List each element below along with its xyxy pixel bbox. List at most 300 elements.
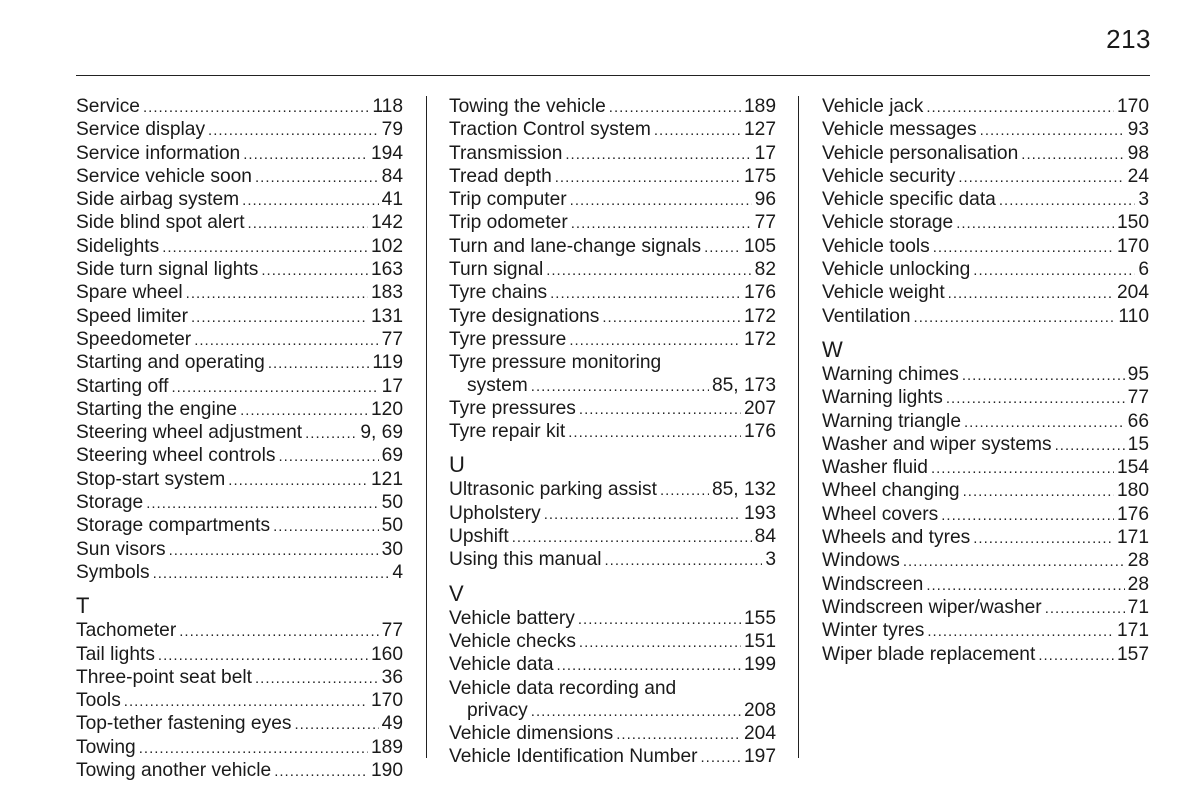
index-term: Three-point seat belt [76,666,252,688]
index-entry [76,469,403,492]
index-term: Towing the vehicle [449,96,606,117]
dot-leader [1021,143,1124,166]
dot-leader [579,398,741,421]
index-page-ref: 118 [372,96,403,117]
index-entry [76,737,403,760]
dot-leader [565,143,751,166]
dot-leader [602,306,741,329]
dot-leader [531,375,709,398]
index-term: Side turn signal lights [76,259,259,281]
index-entry [449,746,776,769]
index-entry [76,562,403,585]
index-term: Ventilation [822,305,911,327]
index-entry [449,352,776,374]
index-entry [822,457,1149,480]
dot-leader [660,479,709,502]
index-term: Tread depth [449,165,552,187]
dot-leader [255,166,379,189]
dot-leader [124,690,368,713]
index-entry [822,119,1149,142]
index-page-ref: 28 [1127,550,1149,572]
dot-leader [948,282,1114,305]
index-entry [822,166,1149,189]
index-entry [76,236,403,259]
index-page-ref: 93 [1127,119,1149,141]
dot-leader [704,236,741,259]
index-page-ref: 207 [743,397,776,419]
index-entry [822,387,1149,410]
index-page-ref: 208 [743,699,776,721]
index-letter-heading: V [449,580,464,606]
index-term: Vehicle jack [822,96,924,117]
dot-leader [171,376,378,399]
index-page-ref: 36 [381,666,403,688]
dot-leader [980,119,1125,142]
index-page-ref: 6 [1138,259,1149,281]
header-rule [76,75,1150,76]
index-entry [76,492,403,515]
index-entry [822,504,1149,527]
index-page-ref: 69 [381,445,403,467]
index-page-ref: 121 [370,468,403,490]
index-term: Towing another vehicle [76,760,272,782]
index-term: Towing [76,736,136,758]
index-page-ref: 175 [743,165,776,187]
index-entry [76,539,403,562]
dot-leader [571,212,752,235]
index-letter-heading: T [76,593,90,619]
index-page-ref: 77 [754,212,776,234]
dot-leader [609,96,741,119]
dot-leader [512,526,752,549]
index-entry [449,678,776,700]
index-entry [449,654,776,677]
dot-leader [616,723,741,746]
index-page-ref: 85, 132 [711,479,776,501]
index-term: Speedometer [76,328,192,350]
index-entry [76,445,403,468]
index-page-ref: 150 [1116,212,1149,234]
index-page-ref: 9, 69 [360,422,403,444]
index-page-ref: 170 [370,690,403,712]
index-term: Side blind spot alert [76,212,245,234]
index-term: Vehicle dimensions [449,723,614,745]
index-column-3 [822,96,1149,667]
index-term: Vehicle data [449,654,554,676]
index-entry [76,166,403,189]
index-page-ref: 204 [743,723,776,745]
dot-leader [579,631,741,654]
index-page-ref: 119 [372,352,403,374]
dot-leader [964,411,1125,434]
index-page-ref: 190 [370,760,403,782]
index-term: Washer and wiper systems [822,433,1052,455]
index-term: Starting off [76,375,169,397]
index-page-ref: 120 [370,398,403,420]
index-entry [822,212,1149,235]
dot-leader [273,515,379,538]
index-term: Service information [76,142,241,164]
index-entry [76,760,403,783]
index-page-ref: 176 [743,282,776,304]
dot-leader [531,700,741,723]
index-term: Warning chimes [822,363,959,385]
index-entry [76,96,403,119]
index-page-ref: 199 [743,654,776,676]
index-term: Vehicle tools [822,235,930,257]
index-entry [822,143,1149,166]
dot-leader [1045,597,1125,620]
dot-leader [999,189,1135,212]
index-term: Windscreen [822,573,924,595]
dot-leader [208,119,379,142]
dot-leader [268,352,370,375]
dot-leader [926,96,1114,119]
index-term: Wheel changing [822,480,960,502]
index-page-ref: 3 [765,549,776,571]
index-entry [822,597,1149,620]
index-entry [449,143,776,166]
index-term: Vehicle Identification Number [449,746,698,768]
index-entry [76,644,403,667]
index-entry [449,608,776,631]
index-page-ref: 102 [370,235,403,257]
index-page-ref: 66 [1127,410,1149,432]
dot-leader [179,620,378,643]
index-term: Service display [76,119,206,141]
index-page-ref: 17 [754,142,776,164]
index-letter-heading: W [822,336,843,362]
index-page-ref: 84 [381,165,403,187]
index-entry [76,376,403,399]
index-page-ref: 127 [743,119,776,141]
index-entry [76,620,403,643]
index-entry [822,434,1149,457]
index-entry [76,259,403,282]
index-page-ref: 160 [370,643,403,665]
index-term: Vehicle checks [449,630,576,652]
dot-leader [570,189,752,212]
index-entry [449,631,776,654]
index-page-ref: 110 [1118,305,1149,327]
index-term: Trip odometer [449,212,568,234]
dot-leader [958,166,1124,189]
dot-leader [294,713,378,736]
index-page-ref: 96 [754,189,776,211]
index-entry [449,375,776,398]
index-entry [76,143,403,166]
index-page-ref: 15 [1127,433,1149,455]
index-entry [822,259,1149,282]
index-entry [822,236,1149,259]
dot-leader [240,399,368,422]
index-page-ref: 50 [381,492,403,514]
dot-leader [261,259,368,282]
dot-leader [962,364,1125,387]
dot-leader [158,644,368,667]
index-term: Storage [76,492,144,514]
index-page-ref: 163 [370,259,403,281]
index-page-ref: 183 [370,282,403,304]
index-page-ref: 50 [381,515,403,537]
index-term: Tyre pressure [449,328,567,350]
index-term: Traction Control system [449,119,651,141]
index-page-ref: 49 [381,713,403,735]
index-term: Vehicle battery [449,607,575,629]
index-term: Tyre repair kit [449,421,566,443]
index-page-ref: 77 [381,620,403,642]
index-entry [76,713,403,736]
index-term: Vehicle storage [822,212,954,234]
index-entry [822,480,1149,503]
dot-leader [933,236,1114,259]
index-entry [449,189,776,212]
index-term: Wheel covers [822,503,939,525]
index-entry [76,352,403,375]
index-entry [822,189,1149,212]
index-entry [76,667,403,690]
index-page-ref: 189 [743,96,776,117]
dot-leader [228,469,368,492]
index-term: system [467,374,528,396]
index-term: Steering wheel controls [76,445,276,467]
index-term: Stop-start system [76,468,226,490]
dot-leader [654,119,741,142]
index-term: Tyre pressures [449,397,576,419]
index-entry [449,421,776,444]
dot-leader [274,760,368,783]
index-page-ref: 180 [1116,480,1149,502]
dot-leader [941,504,1114,527]
index-term: Steering wheel adjustment [76,422,303,444]
dot-leader [927,620,1114,643]
index-page-ref: 95 [1127,363,1149,385]
dot-leader [143,96,369,119]
dot-leader [926,574,1124,597]
index-term: Speed limiter [76,305,188,327]
index-page-ref: 151 [743,630,776,652]
dot-leader [169,539,379,562]
index-column-2 [449,96,776,770]
index-page-ref: 197 [743,746,776,768]
index-term: Side airbag system [76,189,240,211]
index-entry [822,306,1149,329]
index-entry [76,119,403,142]
index-entry [76,399,403,422]
dot-leader [255,667,379,690]
index-term: Sidelights [76,235,160,257]
index-page-ref: 172 [743,305,776,327]
index-page-ref: 77 [381,328,403,350]
index-entry [449,329,776,352]
index-page-ref: 194 [370,142,403,164]
index-entry [449,700,776,723]
index-page-ref: 157 [1116,643,1149,665]
index-entry [76,422,403,445]
index-term: Vehicle security [822,165,956,187]
index-entry [449,398,776,421]
index-entry [449,166,776,189]
index-term: Turn signal [449,259,544,281]
index-entry [449,549,776,572]
dot-leader [544,503,741,526]
dot-leader [973,527,1114,550]
index-page-ref: 171 [1116,527,1149,549]
index-page-ref: 4 [392,561,403,583]
index-term: Washer fluid [822,457,928,479]
index-entry [76,282,403,305]
index-term: Service vehicle soon [76,165,252,187]
dot-leader [1038,644,1114,667]
index-term: Tyre pressure monitoring [449,352,662,374]
dot-leader [973,259,1135,282]
index-page-ref: 171 [1116,620,1149,642]
index-entry [449,96,776,119]
index-term: Vehicle unlocking [822,259,971,281]
page-number: 213 [1106,24,1151,54]
index-term: Vehicle weight [822,282,945,304]
index-term: Trip computer [449,189,567,211]
index-entry [76,690,403,713]
index-page-ref: 79 [381,119,403,141]
index-term: Tools [76,690,121,712]
index-term: Storage compartments [76,515,271,537]
index-entry [449,236,776,259]
index-page-ref: 193 [743,502,776,524]
dot-leader [550,282,741,305]
dot-leader [242,189,378,212]
index-page-ref: 131 [370,305,403,327]
index-entry [76,329,403,352]
index-term: Tyre designations [449,305,600,327]
index-page-ref: 105 [743,235,776,257]
index-entry [76,306,403,329]
index-term: Using this manual [449,549,602,571]
index-page-ref: 24 [1127,165,1149,187]
index-term: Upholstery [449,502,541,524]
index-term: Symbols [76,561,150,583]
dot-leader [555,166,741,189]
dot-leader [191,306,368,329]
index-term: Turn and lane-change signals [449,235,702,257]
dot-leader [568,421,741,444]
index-term: Winter tyres [822,620,925,642]
index-term: Warning triangle [822,410,961,432]
dot-leader [557,654,741,677]
index-entry [822,644,1149,667]
index-term: Spare wheel [76,282,183,304]
index-entry [822,411,1149,434]
index-page-ref: 176 [1116,503,1149,525]
index-page-ref: 41 [381,189,403,211]
index-entry [76,515,403,538]
index-entry [449,723,776,746]
column-divider-1 [426,96,427,758]
dot-leader [946,387,1125,410]
index-page-ref: 28 [1127,573,1149,595]
index-letter-heading: U [449,452,465,478]
index-term: Windscreen wiper/washer [822,596,1042,618]
dot-leader [963,480,1114,503]
index-term: Vehicle messages [822,119,977,141]
index-term: Starting and operating [76,352,265,374]
index-term: Vehicle data recording and [449,677,677,699]
index-term: Starting the engine [76,398,238,420]
dot-leader [701,746,741,769]
index-column-1 [76,96,403,783]
dot-leader [278,445,378,468]
index-term: Sun visors [76,538,166,560]
index-page-ref: 172 [743,328,776,350]
index-page-ref: 71 [1127,596,1149,618]
dot-leader [243,143,368,166]
index-page-ref: 170 [1116,235,1149,257]
dot-leader [153,562,390,585]
dot-leader [162,236,368,259]
dot-leader [305,422,357,445]
index-page-ref: 30 [381,538,403,560]
dot-leader [931,457,1114,480]
index-entry [449,479,776,502]
dot-leader [914,306,1116,329]
index-entry [76,212,403,235]
index-page-ref: 98 [1127,142,1149,164]
index-page-ref: 154 [1116,457,1149,479]
index-term: Windows [822,550,900,572]
dot-leader [903,550,1125,573]
column-divider-2 [798,96,799,758]
index-term: Tachometer [76,620,177,642]
index-entry [822,574,1149,597]
index-term: Tyre chains [449,282,548,304]
index-entry [449,212,776,235]
index-term: Wiper blade replacement [822,643,1036,665]
index-entry [822,550,1149,573]
index-entry [76,189,403,212]
index-page-ref: 77 [1127,387,1149,409]
index-term: Upshift [449,526,509,548]
index-page-ref: 155 [743,607,776,629]
dot-leader [146,492,378,515]
dot-leader [194,329,378,352]
index-page-ref: 82 [754,259,776,281]
index-term: Tail lights [76,643,155,665]
index-entry [449,282,776,305]
index-entry [449,503,776,526]
index-entry [822,282,1149,305]
index-entry [822,96,1149,119]
dot-leader [139,737,368,760]
dot-leader [956,212,1114,235]
index-entry [822,364,1149,387]
index-page-ref: 85, 173 [711,374,776,396]
index-term: Warning lights [822,387,943,409]
index-entry [822,527,1149,550]
index-entry [822,620,1149,643]
dot-leader [569,329,741,352]
index-term: Wheels and tyres [822,527,971,549]
dot-leader [546,259,751,282]
dot-leader [578,608,741,631]
index-page-ref: 84 [754,526,776,548]
index-term: Vehicle specific data [822,189,996,211]
index-term: Top-tether fastening eyes [76,713,292,735]
index-entry [449,259,776,282]
index-term: Ultrasonic parking assist [449,479,657,501]
index-entry [449,306,776,329]
dot-leader [248,212,368,235]
index-page-ref: 176 [743,421,776,443]
